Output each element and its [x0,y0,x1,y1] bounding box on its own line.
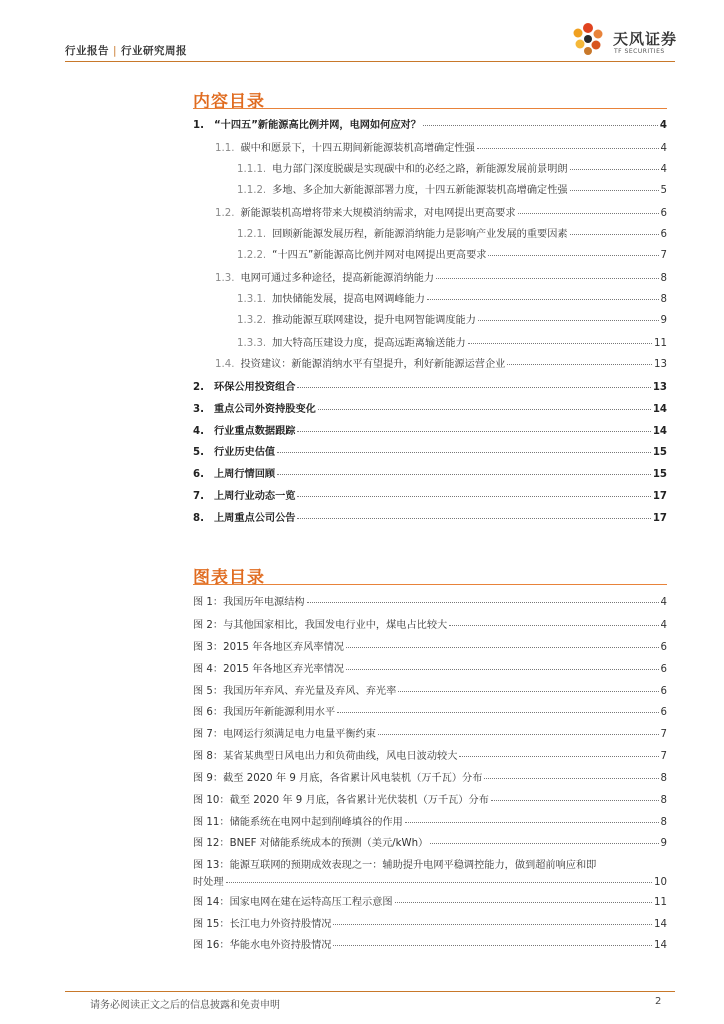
figure-item[interactable] [193,725,667,740]
toc-item-text: 行业历史估值 [213,447,276,458]
toc-item-text: 重点公司外资持股变化 [213,404,316,415]
toc-item[interactable] [193,400,667,415]
toc-item-number: 8. [193,513,204,524]
figure-item-page: 7 [660,729,667,740]
figure-item-page: 11 [654,897,667,908]
toc-item-number: 4. [193,426,204,437]
figure-item[interactable] [193,856,667,871]
toc-item-text: 环保公用投资组合 [213,382,296,393]
breadcrumb-separator: | [113,45,118,57]
figure-item-text: 能源互联网的预期成效表现之一：辅助提升电网平稳调控能力，做到超前响应和即 [229,860,597,871]
toc-item-number: 1.4. [215,359,235,370]
toc-item-page: 17 [652,513,667,524]
figure-leader-dots [346,669,659,670]
figure-item[interactable] [193,593,667,608]
figure-leader-dots [491,800,659,801]
toc-item[interactable] [193,378,667,393]
toc-item[interactable] [237,334,667,349]
breadcrumb [65,43,187,58]
toc-item-number: 7. [193,491,204,502]
toc-item-page: 8 [660,273,667,284]
toc-item-page: 4 [660,143,667,154]
figure-item-number: 图 16： [193,940,230,951]
toc-leader-dots [277,452,651,453]
toc-item-page: 5 [660,185,667,196]
toc-item-number: 1.1.1. [237,164,267,175]
toc-item-page: 13 [654,359,667,370]
toc-item-page: 14 [652,404,667,415]
toc-item-text: 上周重点公司公告 [213,513,296,524]
toc-item-page: 17 [652,491,667,502]
figure-item-text: 国家电网在建在运特高压工程示意图 [229,897,393,908]
figure-item-number: 图 10： [193,795,230,806]
toc-leader-dots [477,148,659,149]
toc-item-text: 加大特高压建设力度，提高远距离输送能力 [272,338,466,349]
figure-leader-dots [337,712,658,713]
figure-item-number: 图 6： [193,707,224,718]
figure-leader-dots [226,882,652,883]
toc-leader-dots [518,213,659,214]
figures-title: 图表目录 [193,568,265,588]
figure-item-text: 电网运行须满足电力电量平衡约束 [223,729,376,740]
figure-item-page: 6 [660,707,667,718]
figure-item[interactable] [193,747,667,762]
toc-leader-dots [570,190,659,191]
figure-item-number: 图 13： [193,860,230,871]
toc-item[interactable] [193,487,667,502]
toc-item-page: 15 [652,469,667,480]
toc-item-number: 1. [193,120,204,131]
figure-item-number: 图 1： [193,597,224,608]
logo-subtitle: TF SECURITIES [614,48,665,55]
figure-item[interactable] [193,936,667,951]
toc-item-number: 1.2.2. [237,250,267,261]
figure-item-text: 截至 2020 年 9 月底，各省累计光伏装机（万千瓦）分布 [229,795,489,806]
toc-leader-dots [318,409,651,410]
figure-item[interactable] [193,682,667,697]
toc-item-number: 1.3.3. [237,338,267,349]
toc-leader-dots [507,364,652,365]
toc-item-text: 新能源装机高增将带来大规模消纳需求，对电网提出更高要求 [240,208,516,219]
toc-item-text: 上周行业动态一览 [213,491,296,502]
toc-item[interactable] [193,116,667,131]
figure-item-text-line2: 时处理 [193,877,224,888]
figure-item-number: 图 3： [193,642,224,653]
toc-leader-dots [297,518,650,519]
figure-item-text: 我国历年弃风、弃光量及弃风、弃光率 [223,686,397,697]
figure-item-number: 图 4： [193,664,224,675]
figure-item[interactable] [193,791,667,806]
figure-leader-dots [430,843,658,844]
footer-disclaimer: 请务必阅读正文之后的信息披露和免责申明 [90,1000,280,1011]
figure-item-text: 某省某典型日风电出力和负荷曲线，风电日波动较大 [223,751,458,762]
figure-item[interactable] [193,769,667,784]
toc-item-page: 9 [660,315,667,326]
toc-leader-dots [570,169,659,170]
figure-item-text: 2015 年各地区弃风率情况 [223,642,344,653]
figure-item[interactable] [193,703,667,718]
figure-leader-dots [307,602,659,603]
toc-item-text: 加快储能发展，提高电网调峰能力 [272,294,425,305]
toc-item[interactable] [215,269,667,284]
toc-item-number: 1.1.2. [237,185,267,196]
toc-title: 内容目录 [193,92,265,112]
toc-item-text: 投资建议：新能源消纳水平有望提升，利好新能源运营企业 [240,359,506,370]
toc-item-number: 2. [193,382,204,393]
toc-leader-dots [468,343,652,344]
figure-item-page: 8 [660,817,667,828]
toc-item-page: 6 [660,208,667,219]
toc-item-number: 1.3.2. [237,315,267,326]
figure-leader-dots [395,902,652,903]
figure-leader-dots [378,734,659,735]
figure-item-number: 图 7： [193,729,224,740]
figure-leader-dots [405,822,659,823]
figure-leader-dots [333,924,652,925]
toc-leader-dots [478,320,659,321]
toc-item[interactable] [193,443,667,458]
toc-item[interactable] [237,160,667,175]
toc-item-number: 6. [193,469,204,480]
figure-item-text: 储能系统在电网中起到削峰填谷的作用 [229,817,403,828]
figure-item-text: 2015 年各地区弃光率情况 [223,664,344,675]
toc-item-number: 1.3. [215,273,235,284]
toc-item[interactable] [237,246,667,261]
figure-item-text: 我国历年电源结构 [223,597,305,608]
toc-item-number: 1.3.1. [237,294,267,305]
toc-item-text: 多地、多企加大新能源部署力度，十四五新能源装机高增确定性强 [272,185,568,196]
toc-item-text: 回顾新能源发展历程，新能源消纳能力是影响产业发展的重要因素 [272,229,568,240]
toc-leader-dots [297,496,650,497]
toc-item-page: 14 [652,426,667,437]
page-number: 2 [655,996,662,1007]
figure-item-page: 6 [660,664,667,675]
figure-item-page: 4 [660,620,667,631]
toc-item[interactable] [215,355,667,370]
toc-leader-dots [488,255,658,256]
figure-item[interactable] [193,915,667,930]
figure-item-page: 9 [660,838,667,849]
company-logo [566,20,676,60]
toc-leader-dots [570,234,659,235]
figure-item-page: 14 [654,940,667,951]
figure-item-page: 6 [660,642,667,653]
toc-leader-dots [277,474,651,475]
toc-item[interactable] [237,290,667,305]
figure-item-number: 图 5： [193,686,224,697]
figure-item-page: 6 [660,686,667,697]
figure-item[interactable] [193,893,667,908]
figure-leader-dots [459,756,658,757]
toc-item[interactable] [237,225,667,240]
figure-item-number: 图 12： [193,838,230,849]
toc-item-page: 11 [654,338,667,349]
figure-item-text: 华能水电外资持股情况 [229,940,332,951]
figure-item[interactable] [193,660,667,675]
toc-item-page: 8 [660,294,667,305]
toc-item-text: 电网可通过多种途径，提高新能源消纳能力 [240,273,435,284]
figure-item-page: 7 [660,751,667,762]
logo-name: 天风证券 [613,30,678,48]
figure-item-number: 图 15： [193,919,230,930]
figure-item-number: 图 11： [193,817,230,828]
toc-leader-dots [436,278,659,279]
toc-leader-dots [297,387,650,388]
footer-divider [65,991,675,992]
figure-item-number: 图 2： [193,620,224,631]
figure-item-text: BNEF 对储能系统成本的预测（美元/kWh） [229,838,429,849]
toc-leader-dots [427,299,659,300]
figure-item-text: 长江电力外资持股情况 [229,919,332,930]
toc-item-number: 3. [193,404,204,415]
figure-leader-dots [346,647,659,648]
header-divider [65,61,675,62]
figure-item[interactable] [193,638,667,653]
figure-item-text: 与其他国家相比，我国发电行业中，煤电占比较大 [223,620,448,631]
figure-item-page: 14 [654,919,667,930]
toc-item[interactable] [193,509,667,524]
figure-item[interactable] [193,834,667,849]
toc-leader-dots [423,125,658,126]
toc-item[interactable] [237,311,667,326]
toc-item-text: “十四五”新能源高比例并网对电网提出更高要求 [272,250,487,261]
figure-item-page: 8 [660,795,667,806]
toc-item-page: 15 [652,447,667,458]
toc-item-number: 5. [193,447,204,458]
figure-item-number: 图 14： [193,897,230,908]
figure-item[interactable] [193,813,667,828]
flower-logo-icon [566,20,610,60]
toc-item-page: 6 [660,229,667,240]
toc-item-number: 1.1. [215,143,235,154]
toc-item-text: 电力部门深度脱碳是实现碳中和的必经之路，新能源发展前景明朗 [272,164,568,175]
toc-leader-dots [297,431,650,432]
toc-item-page: 4 [660,164,667,175]
figure-item[interactable] [193,616,667,631]
figure-item-page: 10 [654,877,667,888]
toc-title-divider [193,108,667,109]
figure-item-number: 图 9： [193,773,224,784]
toc-item-text: 推动能源互联网建设，提升电网智能调度能力 [272,315,476,326]
figure-item-number: 图 8： [193,751,224,762]
toc-item[interactable] [193,422,667,437]
figure-leader-dots [484,778,658,779]
figure-leader-dots [398,691,658,692]
toc-item-text: 上周行情回顾 [213,469,276,480]
figures-title-divider [193,584,667,585]
toc-item[interactable] [193,465,667,480]
breadcrumb-report-type: 行业报告 [65,45,109,57]
figure-leader-dots [333,945,652,946]
page-header [0,0,724,70]
breadcrumb-report-category: 行业研究周报 [121,45,188,57]
toc-item[interactable] [215,139,667,154]
toc-item-number: 1.2. [215,208,235,219]
toc-item-text: 行业重点数据跟踪 [213,426,296,437]
toc-item[interactable] [237,181,667,196]
figure-item-continuation[interactable] [193,873,667,888]
toc-item[interactable] [215,204,667,219]
toc-item-number: 1.2.1. [237,229,267,240]
toc-item-text: “十四五”新能源高比例并网，电网如何应对？ [213,120,421,131]
figure-item-text: 截至 2020 年 9 月底，各省累计风电装机（万千瓦）分布 [223,773,483,784]
toc-item-text: 碳中和愿景下，十四五期间新能源装机高增确定性强 [240,143,475,154]
figure-item-page: 4 [660,597,667,608]
figure-item-page: 8 [660,773,667,784]
figure-item-text: 我国历年新能源利用水平 [223,707,336,718]
toc-item-page: 4 [659,120,667,131]
figure-leader-dots [449,625,658,626]
toc-item-page: 13 [652,382,667,393]
toc-item-page: 7 [660,250,667,261]
